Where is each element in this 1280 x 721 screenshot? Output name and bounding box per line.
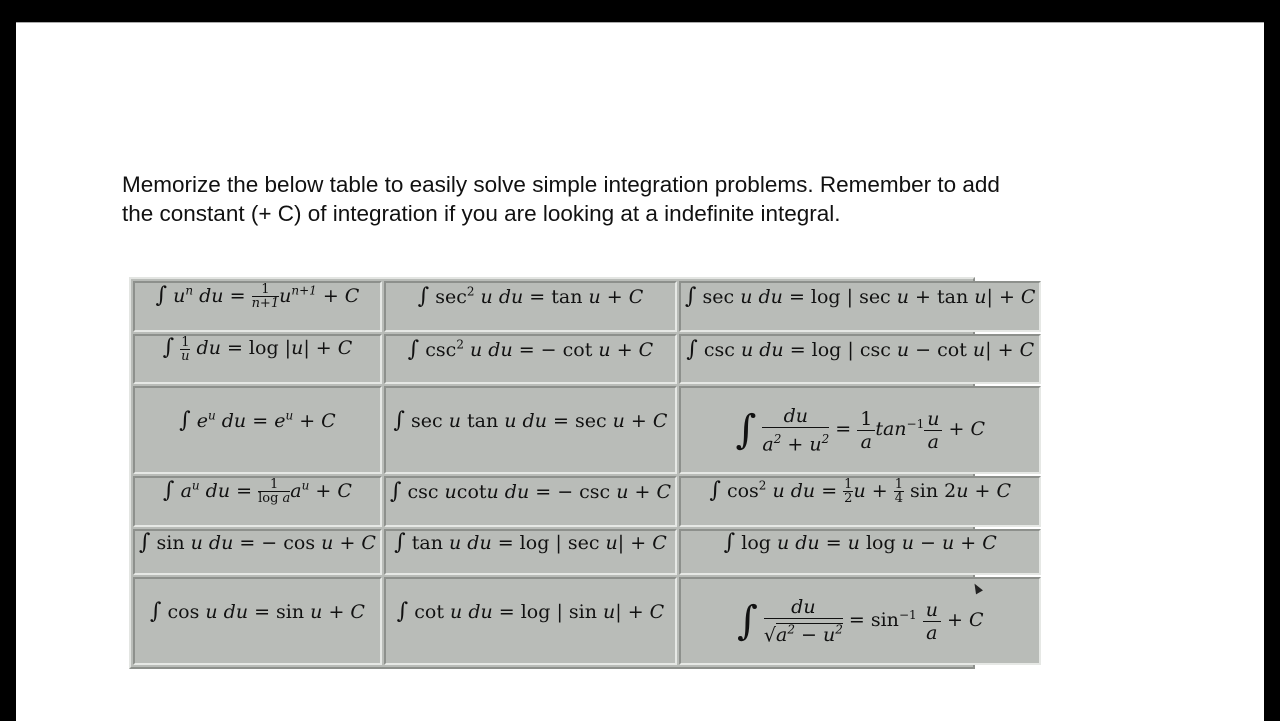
- formula-cell: ∫ $e^u$ du = $e^u + C$: [133, 386, 382, 474]
- formula-cell: ∫ csc ucotu du = − csc u + C: [384, 476, 677, 527]
- intro-line-2: the constant (+ C) of integration if you are looking at a indefinite integral.: [122, 201, 841, 226]
- formula-cell: ∫ $\frac{1}{u}$ du = log |u| + C: [133, 334, 382, 385]
- table-row: [133, 529, 1041, 576]
- formula-cell: ∫ sec u du = log | sec u + tan u| + C: [679, 281, 1041, 332]
- table-row: [133, 577, 1041, 665]
- formula-cell: ∫ sin u du = − cos u + C: [133, 529, 382, 576]
- intro-line-1: Memorize the below table to easily solve simple integration problems. Remember to add: [122, 172, 1000, 197]
- table-row: [133, 386, 1041, 474]
- formula-cell: ∫ log u du = u log u − u + C: [679, 529, 1041, 576]
- formula-cell: ∫ $u^n$ du = $\frac{1}{n+1}$ $u^{n+1} + C$: [133, 281, 382, 332]
- table-row: [133, 476, 1041, 527]
- formula-cell: ∫ $\frac{du}{a^2 + u^2}$ = $\frac{1}{a}$ $\tan^{-1}$ $\frac{u}{a}$ + C: [679, 386, 1041, 474]
- formula-cell: ∫ $\csc^2 u$ du = − cot u + C: [384, 334, 677, 385]
- formula-cell: ∫ cos u du = sin u + C: [133, 577, 382, 665]
- formula-cell: ∫ csc u du = log | csc u − cot u| + C: [679, 334, 1041, 385]
- formula-cell: ∫ $\cos^2 u$ du = $\frac{1}{2}$ u + $\frac{1}{4}$ sin 2u + C: [679, 476, 1041, 527]
- formula-cell: ∫ $a^u$ du = $\frac{1}{\text{log a}}$ $a^u + C$: [133, 476, 382, 527]
- intro-text: [122, 170, 1122, 228]
- formula-cell: ∫ sec u tan u du = sec u + C: [384, 386, 677, 474]
- integration-table: [129, 277, 1036, 669]
- slide: [16, 22, 1264, 721]
- table-row: [133, 281, 1041, 332]
- formula-cell: ∫ $\sec^2 u$ du = tan u + C: [384, 281, 677, 332]
- table-row: [133, 334, 1041, 385]
- formula-cell: ∫ tan u du = log | sec u| + C: [384, 529, 677, 576]
- formula-cell: ∫ cot u du = log | sin u| + C: [384, 577, 677, 665]
- formula-cell: ∫ $\frac{du}{√a^2 - u^2}$ = $\sin^{-1}$ $\frac{u}{a}$ + C: [679, 577, 1041, 665]
